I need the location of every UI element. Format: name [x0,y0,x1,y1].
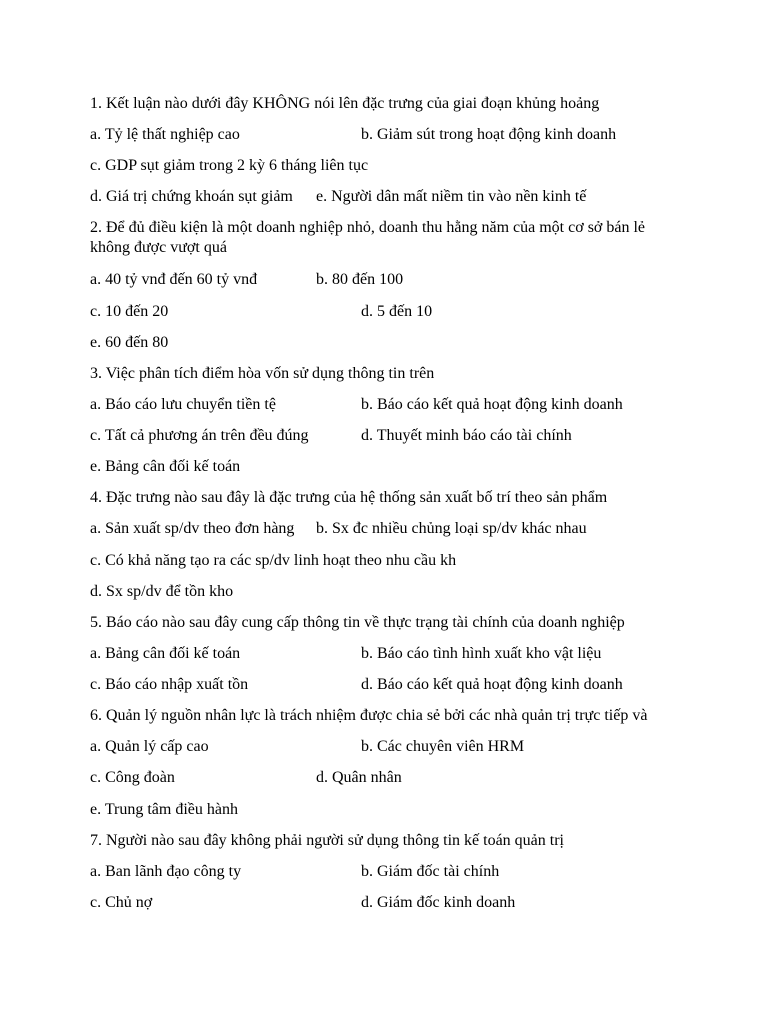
question-1: 1. Kết luận nào dưới đây KHÔNG nói lên đặc trưng của giai đoạn khủng hoảng [90,95,600,112]
q5-option-a: a. Bảng cân đối kế toán [90,645,241,662]
q4-option-b: b. Sx đc nhiều chủng loại sp/dv khác nhau [316,520,587,537]
q1-option-a: a. Tỷ lệ thất nghiệp cao [90,126,240,143]
q3-option-a: a. Báo cáo lưu chuyển tiền tệ [90,396,276,413]
q1-option-c: c. GDP sụt giảm trong 2 kỳ 6 tháng liên tục [90,157,369,174]
q6-option-e: e. Trung tâm điều hành [90,801,238,818]
q5-option-b: b. Báo cáo tình hình xuất kho vật liệu [361,645,602,662]
q5-option-d: d. Báo cáo kết quả hoạt động kinh doanh [361,676,623,693]
q6-option-c: c. Công đoàn [90,769,175,786]
q2-option-d: d. 5 đến 10 [361,303,433,320]
q7-option-c: c. Chủ nợ [90,894,153,911]
question-3: 3. Việc phân tích điểm hòa vốn sử dụng thông tin trên [90,365,435,382]
question-7: 7. Người nào sau đây không phải người sử dụng thông tin kế toán quản trị [90,832,564,849]
q3-option-d: d. Thuyết minh báo cáo tài chính [361,427,572,444]
q1-option-e: e. Người dân mất niềm tin vào nền kinh tế [316,188,587,205]
q5-option-c: c. Báo cáo nhập xuất tồn [90,676,249,693]
q7-option-d: d. Giám đốc kinh doanh [361,894,516,911]
q6-option-b: b. Các chuyên viên HRM [361,738,525,755]
q1-option-d: d. Giá trị chứng khoán sụt giảm [90,188,293,205]
q3-option-e: e. Bảng cân đối kế toán [90,458,241,475]
q3-option-c: c. Tất cả phương án trên đều đúng [90,427,309,444]
question-5: 5. Báo cáo nào sau đây cung cấp thông tin về thực trạng tài chính của doanh nghiệp [90,614,625,631]
q3-option-b: b. Báo cáo kết quả hoạt động kinh doanh [361,396,623,413]
q7-option-a: a. Ban lãnh đạo công ty [90,863,242,880]
q6-option-a: a. Quản lý cấp cao [90,738,209,755]
q1-option-b: b. Giảm sút trong hoạt động kinh doanh [361,126,617,143]
q2-option-a: a. 40 tỷ vnđ đến 60 tỷ vnđ [90,271,258,288]
q2-option-c: c. 10 đến 20 [90,303,169,320]
q4-option-c: c. Có khả năng tạo ra các sp/dv linh hoạt theo nhu cầu kh [90,552,457,569]
q2-option-e: e. 60 đến 80 [90,334,169,351]
question-6: 6. Quản lý nguồn nhân lực là trách nhiệm được chia sẻ bởi các nhà quản trị trực tiếp và [90,707,648,724]
q2-option-b: b. 80 đến 100 [316,271,404,288]
q7-option-b: b. Giám đốc tài chính [361,863,500,880]
q6-option-d: d. Quân nhân [316,769,402,786]
q4-option-d: d. Sx sp/dv để tồn kho [90,583,234,600]
question-2: 2. Để đủ điều kiện là một doanh nghiệp nhỏ, doanh thu hằng năm của một cơ sở bán lẻ không được vượt quá [90,219,646,256]
question-4: 4. Đặc trưng nào sau đây là đặc trưng của hệ thống sản xuất bố trí theo sản phẩm [90,489,608,506]
q4-option-a: a. Sản xuất sp/dv theo đơn hàng [90,520,295,537]
